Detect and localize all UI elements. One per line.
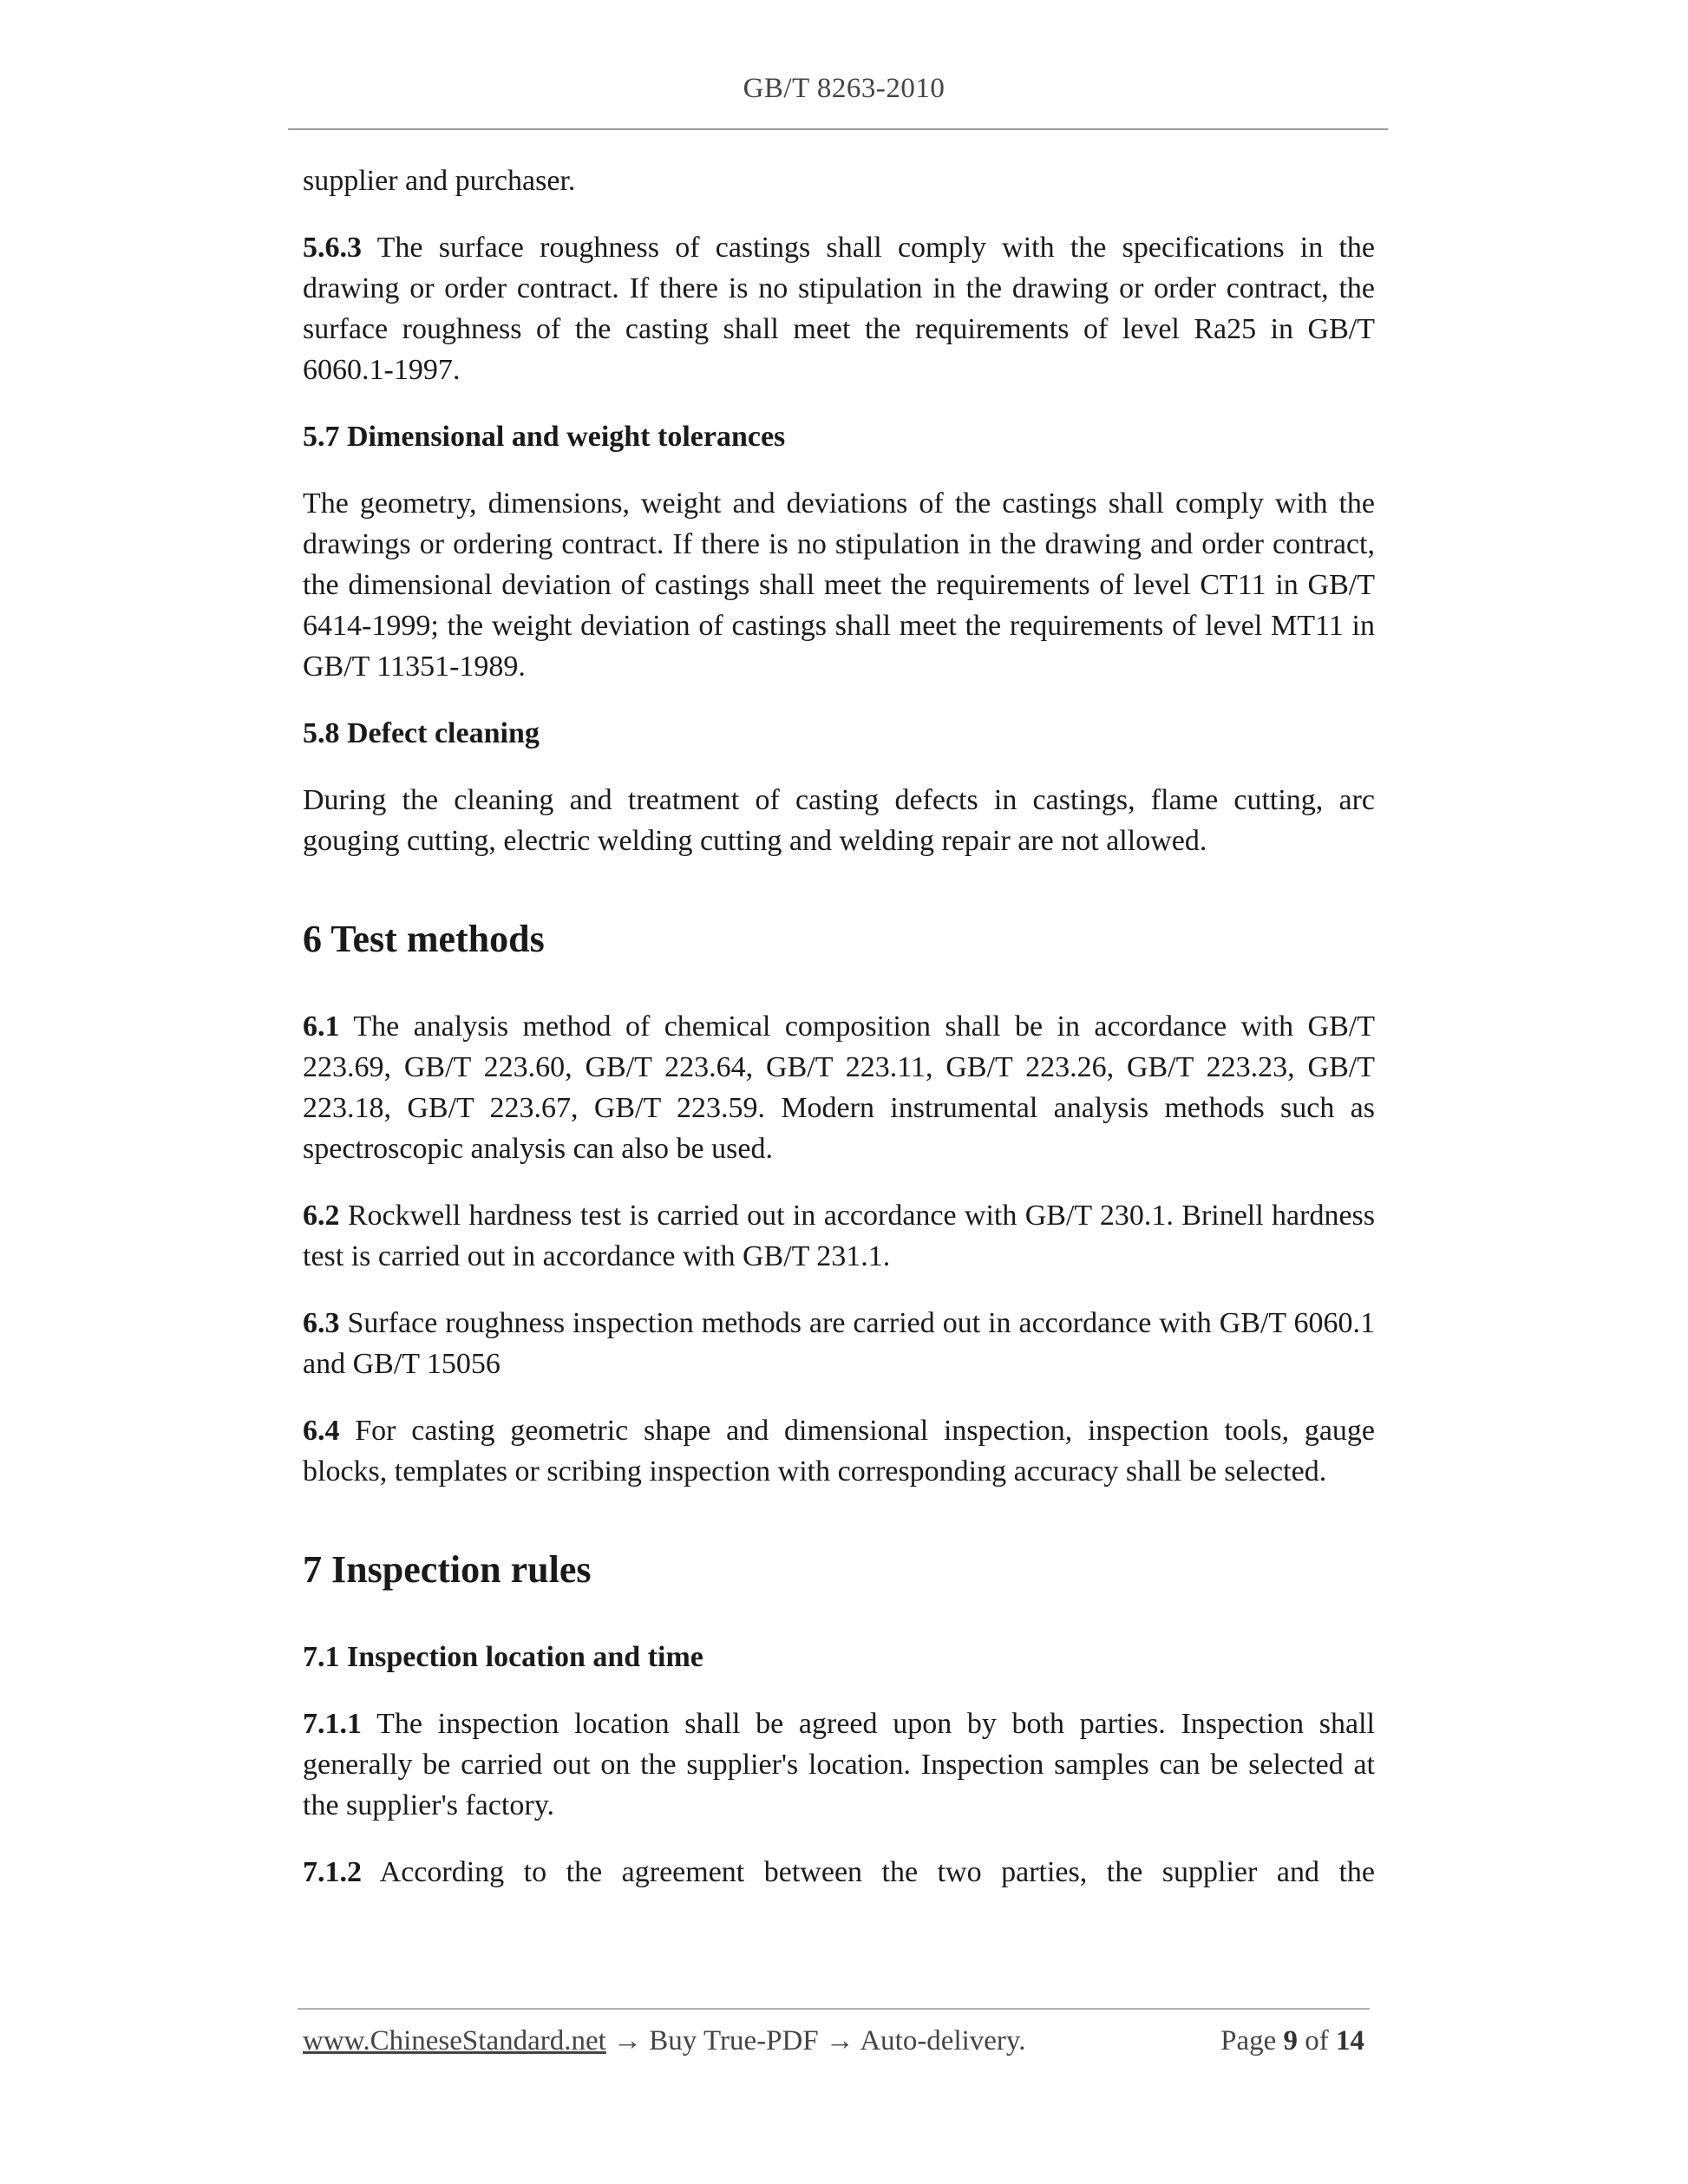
clause-number: 7.1.2: [303, 1856, 362, 1888]
clause-text: For casting geometric shape and dimensional inspection, inspection tools, gauge blocks, templates or scribing inspection with corresponding accuracy shall be selected.: [303, 1415, 1376, 1488]
arrow-right-icon: →: [613, 2025, 643, 2056]
clause-6-4: [303, 1410, 1375, 1492]
page-content: [303, 160, 1375, 1893]
clause-number: 5.6.3: [303, 232, 362, 264]
clause-number: 7.1.1: [303, 1708, 362, 1740]
clause-6-2: [303, 1195, 1375, 1277]
of-label: of: [1305, 2025, 1329, 2056]
page-total: 14: [1336, 2025, 1364, 2056]
page-number: 9: [1283, 2025, 1298, 2056]
clause-number: 6.1: [303, 1010, 340, 1043]
clause-text: The analysis method of chemical composition shall be in accordance with GB/T 223.69, GB/T 223.60, GB/T 223.64, GB/T 223.11, GB/T 223.26, GB/T 223.23, GB/T 223.18, GB/T 223.67, GB/T 223.59. Modern instrumental analysis methods such as spectroscopic analysis can also be used.: [303, 1010, 1375, 1165]
heading-7-1: 7.1 Inspection location and time: [303, 1641, 703, 1673]
clause-text: The inspection location shall be agreed upon by both parties. Inspection shall generally be carried out on the supplier's location. Inspection samples can be selected at the supplier's factory.: [303, 1708, 1376, 1821]
heading-section-7: 7 Inspection rules: [303, 1548, 592, 1591]
clause-7-1-1: [303, 1703, 1375, 1826]
clause-number: 6.3: [303, 1307, 340, 1339]
chinesestandard-link[interactable]: www.ChineseStandard.net: [303, 2025, 606, 2056]
clause-number: 6.4: [303, 1415, 340, 1447]
clause-text: The surface roughness of castings shall comply with the specifications in the drawing or order contract. If there is no stipulation in the drawing or order contract, the surface roughness of the casting shall meet the requirements of level Ra25 in GB/T 6060.1-1997.: [303, 232, 1376, 386]
clause-text: According to the agreement between the two parties, the supplier and the: [379, 1856, 1375, 1888]
clause-6-1: [303, 1006, 1375, 1169]
heading-5-8: 5.8 Defect cleaning: [303, 717, 540, 749]
clause-5-7-text: The geometry, dimensions, weight and deviations of the castings shall comply with the drawings or ordering contract. If there is no stipulation in the drawing and order contract, the dimensional deviation of castings shall meet the requirements of level CT11 in GB/T 6414-1999; the weight deviation of castings shall meet the requirements of level MT11 in GB/T 11351-1989.: [303, 487, 1375, 683]
heading-section-6: 6 Test methods: [303, 918, 545, 960]
buy-pdf-text: Buy True-PDF: [649, 2025, 819, 2056]
page-label: Page: [1220, 2025, 1277, 2056]
header-divider: [288, 128, 1388, 130]
page-indicator: [1220, 2025, 1364, 2057]
clause-text: Surface roughness inspection methods are carried out in accordance with GB/T 6060.1 and GB/T 15056: [303, 1307, 1375, 1380]
footer-divider: [298, 2008, 1370, 2010]
running-header: GB/T 8263-2010: [743, 73, 945, 104]
heading-5-7: 5.7 Dimensional and weight tolerances: [303, 421, 786, 453]
clause-5-8-text: During the cleaning and treatment of casting defects in castings, flame cutting, arc gouging cutting, electric welding cutting and welding repair are not allowed.: [303, 784, 1375, 857]
clause-7-1-2: [303, 1852, 1375, 1893]
arrow-right-icon: →: [825, 2025, 854, 2056]
page-footer: [303, 2025, 1364, 2067]
clause-number: 6.2: [303, 1200, 340, 1232]
clause-5-6-3: [303, 227, 1375, 390]
continued-paragraph: supplier and purchaser.: [303, 165, 576, 197]
clause-6-3: [303, 1303, 1375, 1384]
auto-delivery-text: Auto-delivery.: [860, 2025, 1026, 2056]
footer-promo: [303, 2025, 1026, 2057]
clause-text: Rockwell hardness test is carried out in accordance with GB/T 230.1. Brinell hardness test is carried out in accordance with GB/T 231.1.: [303, 1200, 1376, 1272]
